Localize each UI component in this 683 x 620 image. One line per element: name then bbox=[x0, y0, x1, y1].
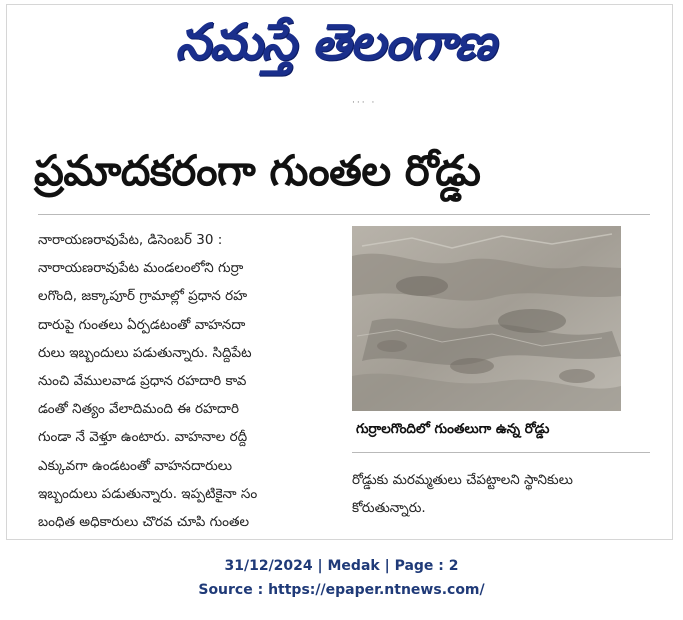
body-line: డంతో నిత్యం వేలాదిమంది ఈ రహదారి bbox=[38, 401, 239, 418]
body-line: ఇబ్బందులు పడుతున్నారు. ఇప్పటికైనా సం bbox=[38, 485, 258, 502]
article-headline: ప్రమాదకరంగా గుంతల రోడ్డు bbox=[34, 146, 481, 195]
photo-caption: గుర్రాలగొందిలో గుంతలుగా ఉన్న రోడ్డు bbox=[356, 421, 550, 437]
divider-mid bbox=[352, 452, 650, 453]
road-photo bbox=[352, 226, 621, 411]
body-line: నారాయణరావుపేట మండలంలోని గుర్రా bbox=[38, 260, 244, 277]
page-marker: ·‧‧ · bbox=[352, 98, 377, 108]
masthead-logo: నమస్తే తెలంగాణ bbox=[175, 13, 495, 71]
body-line: గుండా నే వెళ్తూ ఉంటారు. వాహనాల రద్దీ bbox=[38, 429, 248, 446]
edition-meta: 31/12/2024 | Medak | Page : 2 bbox=[224, 558, 459, 574]
article-body-left bbox=[38, 226, 338, 536]
body-line: బంధిత అధికారులు చొరవ చూపి గుంతల bbox=[38, 514, 250, 531]
body-line: కోరుతున్నారు. bbox=[352, 500, 426, 517]
body-line: లగొంది, జక్కాపూర్ గ్రామాల్లో ప్రధాన రహ bbox=[38, 288, 248, 305]
body-line: రులు ఇబ్బందులు పడుతున్నారు. సిద్దిపేట bbox=[38, 344, 252, 361]
road-photo-image bbox=[352, 226, 621, 411]
body-line: నారాయణరావుపేట, డిసెంబర్ 30 : bbox=[38, 232, 223, 248]
body-line: రోడ్డుకు మరమ్మతులు చేపట్టాలని స్థానికులు bbox=[352, 472, 573, 488]
body-line: దారుపై గుంతలు ఏర్పడటంతో వాహనదా bbox=[38, 316, 246, 333]
body-line: నుంచి వేములవాడ ప్రధాన రహదారి కావ bbox=[38, 373, 247, 390]
divider-top bbox=[38, 214, 650, 215]
article-body-right bbox=[352, 466, 652, 522]
body-line: ఎక్కువగా ఉండటంతో వాహనదారులు bbox=[38, 457, 232, 474]
source-link[interactable]: Source : https://epaper.ntnews.com/ bbox=[198, 582, 485, 598]
